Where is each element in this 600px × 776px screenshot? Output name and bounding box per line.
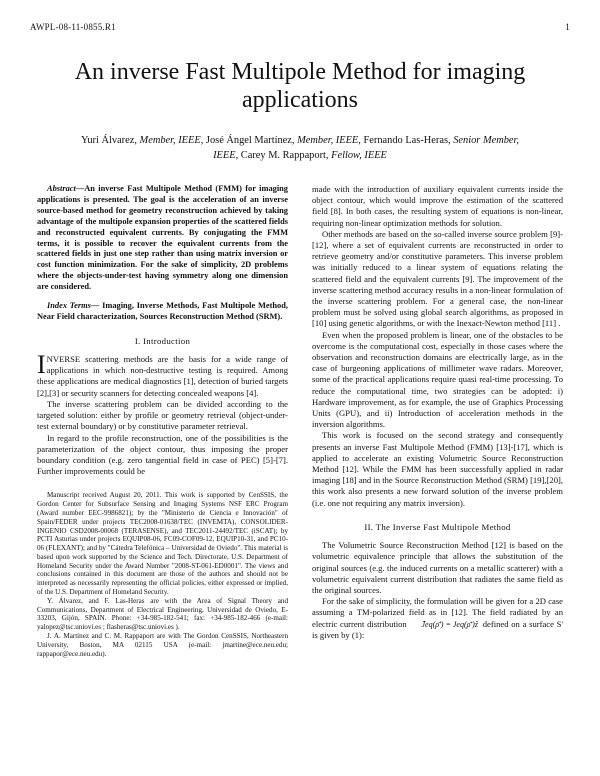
- right-paragraph-5: The Volumetric Source Reconstruction Method [12] is based on the volumetric equivalence principle that allows the substitution of the original sources (e.g. the induced currents on a metallic scatterer) with a volumetric equivalent current distribution that radiates the same field as the original sources.: [312, 540, 563, 595]
- right-paragraph-3: Even when the proposed problem is linear, one of the obstacles to be overcome is the computational cost, especially in those cases where the observation and reconstruction domains are electrically large, as in the case of burgeoning applications of millimeter wave radars. Moreover, some of the practical applications require quasi real-time processing. To reduce the computational time, two strategies can be adopted: i) Hardware improvement, as for example, the use of Graphics Processing Units (GPU), and ii) Introduction of acceleration methods in the inversion algorithms.: [312, 329, 563, 430]
- intro-paragraph-1: INVERSE scattering methods are the basis for a wide range of applications in which non-destructive testing is required. Among these applications are medical diagnostics [1], detection of buried targets [2],[3] or security scanners for detecting concealed weapons [4].: [37, 350, 288, 398]
- intro-paragraph-3: In regard to the profile reconstruction, one of the possibilities is the parameterization of the object contour, thus imposing the proper boundary condition (e.g. zero tangential field in case of PEC) [5]-[7]. Further improvements could be: [37, 432, 288, 477]
- paper-title: An inverse Fast Multipole Method for imaging applications: [74, 59, 526, 113]
- left-column: [37, 184, 288, 658]
- intro-paragraph-2: The inverse scattering problem can be divided according to the targeted solution: either by profile or geometry retrieval (object-under-test external boundary) or by constitutive parameter retrieval.: [37, 398, 288, 432]
- abstract: Abstract—An inverse Fast Multipole Method (FMM) for imaging applications is presented. The goal is the acceleration of an inverse source-based method for geometry reconstruction achieved by taking advantage of the multipole expansion properties of the scattered fields and reconstructed equivalent currents. By conjugating the FMM terms, it is possible to recover the equivalent currents from the scattered fields in just one step rather than using matrix inversion or cost function minimization. For the sake of simplicity, 2D problems where the objects-under-test having symmetry along one dimension are considered.: [37, 184, 288, 292]
- right-column: [312, 184, 563, 641]
- footnote-affiliation-2: J. A. Martínez and C. M. Rappaport are with The Gordon CenSSIS, Northeastern University, Boston, MA 02115 USA (e-mail: jmartine@ece.neu.edu; rappapor@ece.neu.edu).: [37, 632, 288, 658]
- right-paragraph-4: This work is focused on the second strategy and consequently presents an inverse Fast Multipole Method (FMM) [13]-[17], which is applied to accelerate an existing Volumetric Source Reconstruction Method [12]. While the FMM has been successfully applied in radar imaging [18] and in the Source Reconstruction Method (SRM) [19],[20], this work also presents a new forward solution of the inverse problem (i.e. one not requiring any matrix inversion).: [312, 430, 563, 508]
- right-paragraph-1: made with the introduction of auxiliary equivalent currents inside the object contour, which would improve the estimation of the scattered field [8]. In both cases, the resulting system of equations is non-linear, requiring non-linear optimization methods for solution.: [312, 184, 563, 228]
- footnotes: [37, 491, 288, 658]
- section-heading-inverse-fmm: II. The Inverse Fast Multipole Method: [364, 521, 511, 532]
- right-paragraph-2: Other methods are based on the so-called inverse source problem [9]-[12], where a set of equivalent currents are reconstructed in order to retrieve geometry and/or constitutive parameters. This inverse problem was initially reduced to a linear system of equations relating the scattered field and the equivalent currents [9]. The improvement of the inverse scattering method accuracy results in a non-linear formulation of the inverse scattering problem. For a general case, the non-linear problem must be solved using global search algorithms, as proposed in [10] using genetic algorithms, or with the Inexact-Newton method [11] .: [312, 228, 563, 329]
- footnote-affiliation-1: Y. Álvarez, and F. Las-Heras are with the Area of Signal Theory and Communications, Department of Electrical Engineering, Universidad de Oviedo, E-33203, Gijón, SPAIN. Phone: +34-985-182-541; fax: +34-985-182-466 (e-mail: yalopez@tsc.uniovi.es ; flasheras@tsc.uniovi.es ).: [37, 596, 288, 632]
- index-terms: Index Terms— Imaging, Inverse Methods, Fast Multipole Method, Near Field characterization, Sources Reconstruction Method (SRM).: [37, 301, 288, 321]
- page-number: 1: [565, 22, 570, 32]
- drop-cap: I: [37, 350, 46, 380]
- right-paragraph-6: For the sake of simplicity, the formulation will be given for a 2D case assuming a TM-polarized field as in [12]. The field radiated by an electric current distribution J̄eq(ρ̄') = Jeq(ρ̄')ẑ defined on a surface S' is given by (1):: [312, 596, 563, 640]
- section-heading-introduction: I. Introduction: [134, 335, 191, 346]
- inline-equation: J̄eq(ρ̄') = Jeq(ρ̄')ẑ: [421, 619, 478, 629]
- manuscript-id: AWPL-08-11-0855.R1: [30, 22, 116, 32]
- author-list: Yuri Álvarez, Member, IEEE, José Ángel Martínez, Member, IEEE, Fernando Las-Heras, Senior Member, IEEE, Carey M. Rappaport, Fellow, IEEE: [80, 135, 520, 161]
- footnote-funding: Manuscript received August 20, 2011. This work is supported by CenSSIS, the Gordon Center for Subsurface Sensing and Imaging Systems NSF ERC Program (Award number EEC-9986821); by the "Ministerio de Ciencia e Innovación" of Spain/FEDER under projects TEC2008-01638/TEC (INVEMTA), CONSOLIDER-INGENIO CSD2008-00068 (TERASENSE), and TEC2011-24492/TEC (iSCAT); by PCTI Asturias under projects EQUIP08-06, FC09-COF09-12, EQUIP10-31, and PC10-06 (FLEXANT); and by "Cátedra Telefónica – Universidad de Oviedo". This material is based upon work supported by the Science and Tech. Directorate, U.S. Department of Homeland Security under the Award Number "2008-ST-061-ED0001". The views and conclusions contained in this document are those of the authors and should not be interpreted as necessarily representing the official policies, either expressed or implied, of the U.S. Department of Homeland Security.: [37, 491, 288, 597]
